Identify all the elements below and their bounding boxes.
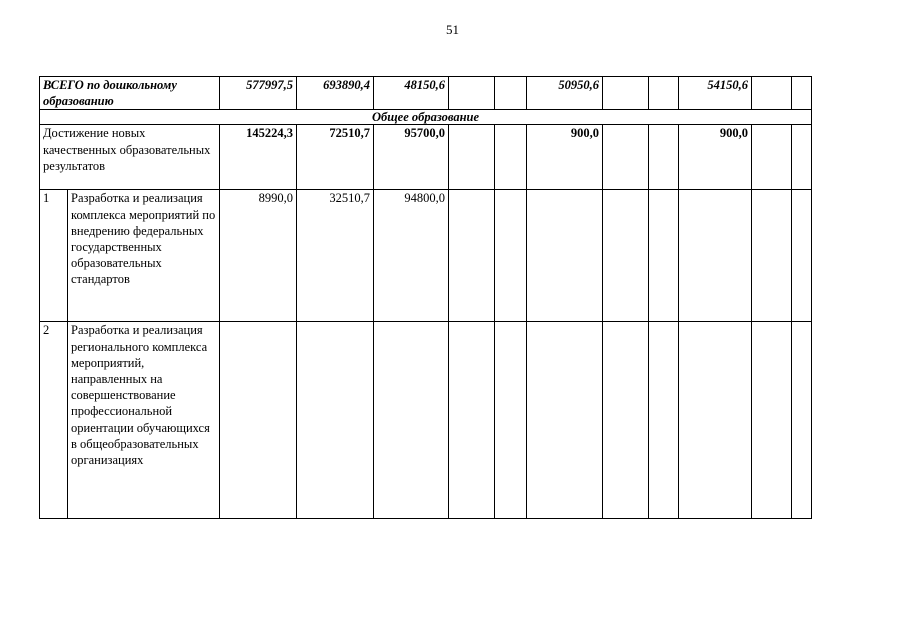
table-row-section bbox=[40, 110, 812, 125]
empty-cell bbox=[603, 125, 649, 190]
empty-cell bbox=[752, 77, 792, 110]
item-1-number: 1 bbox=[40, 190, 68, 322]
item-2-label: Разработка и реализация регионального комплекса мероприятий, направленных на совершенствование профессиональной ориентации обучающихся в общеобразовательных организациях bbox=[68, 322, 220, 519]
empty-cell bbox=[792, 77, 812, 110]
empty-cell bbox=[495, 77, 527, 110]
empty-cell bbox=[679, 322, 752, 519]
achievement-value-1: 145224,3 bbox=[220, 125, 297, 190]
achievement-value-4: 900,0 bbox=[527, 125, 603, 190]
item-1-label: Разработка и реализация комплекса мероприятий по внедрению федеральных государственных образовательных стандартов bbox=[68, 190, 220, 322]
empty-cell bbox=[374, 322, 449, 519]
total-value-5: 54150,6 bbox=[679, 77, 752, 110]
total-value-2: 693890,4 bbox=[297, 77, 374, 110]
empty-cell bbox=[752, 125, 792, 190]
empty-cell bbox=[449, 190, 495, 322]
total-value-4: 50950,6 bbox=[527, 77, 603, 110]
table-row-total bbox=[40, 77, 812, 110]
empty-cell bbox=[752, 322, 792, 519]
empty-cell bbox=[603, 77, 649, 110]
empty-cell bbox=[792, 125, 812, 190]
empty-cell bbox=[297, 322, 374, 519]
item-2-number: 2 bbox=[40, 322, 68, 519]
empty-cell bbox=[449, 77, 495, 110]
empty-cell bbox=[649, 125, 679, 190]
empty-cell bbox=[527, 322, 603, 519]
empty-cell bbox=[649, 77, 679, 110]
empty-cell bbox=[495, 190, 527, 322]
total-label: ВСЕГО по дошкольному образованию bbox=[40, 77, 220, 110]
empty-cell bbox=[649, 190, 679, 322]
empty-cell bbox=[220, 322, 297, 519]
total-value-3: 48150,6 bbox=[374, 77, 449, 110]
table-row-item-2 bbox=[40, 322, 812, 519]
table-row-item-1 bbox=[40, 190, 812, 322]
empty-cell bbox=[792, 322, 812, 519]
empty-cell bbox=[527, 190, 603, 322]
total-value-1: 577997,5 bbox=[220, 77, 297, 110]
empty-cell bbox=[752, 190, 792, 322]
item-1-value-3: 94800,0 bbox=[374, 190, 449, 322]
empty-cell bbox=[649, 322, 679, 519]
empty-cell bbox=[603, 322, 649, 519]
empty-cell bbox=[495, 125, 527, 190]
item-1-value-1: 8990,0 bbox=[220, 190, 297, 322]
table-row-achievement bbox=[40, 125, 812, 190]
empty-cell bbox=[679, 190, 752, 322]
budget-table bbox=[39, 76, 812, 519]
empty-cell bbox=[792, 190, 812, 322]
section-heading: Общее образование bbox=[40, 110, 812, 125]
achievement-value-3: 95700,0 bbox=[374, 125, 449, 190]
achievement-value-2: 72510,7 bbox=[297, 125, 374, 190]
page-number: 51 bbox=[446, 22, 459, 37]
empty-cell bbox=[449, 322, 495, 519]
empty-cell bbox=[449, 125, 495, 190]
item-1-value-2: 32510,7 bbox=[297, 190, 374, 322]
empty-cell bbox=[495, 322, 527, 519]
empty-cell bbox=[603, 190, 649, 322]
achievement-label: Достижение новых качественных образовательных результатов bbox=[40, 125, 220, 190]
achievement-value-5: 900,0 bbox=[679, 125, 752, 190]
